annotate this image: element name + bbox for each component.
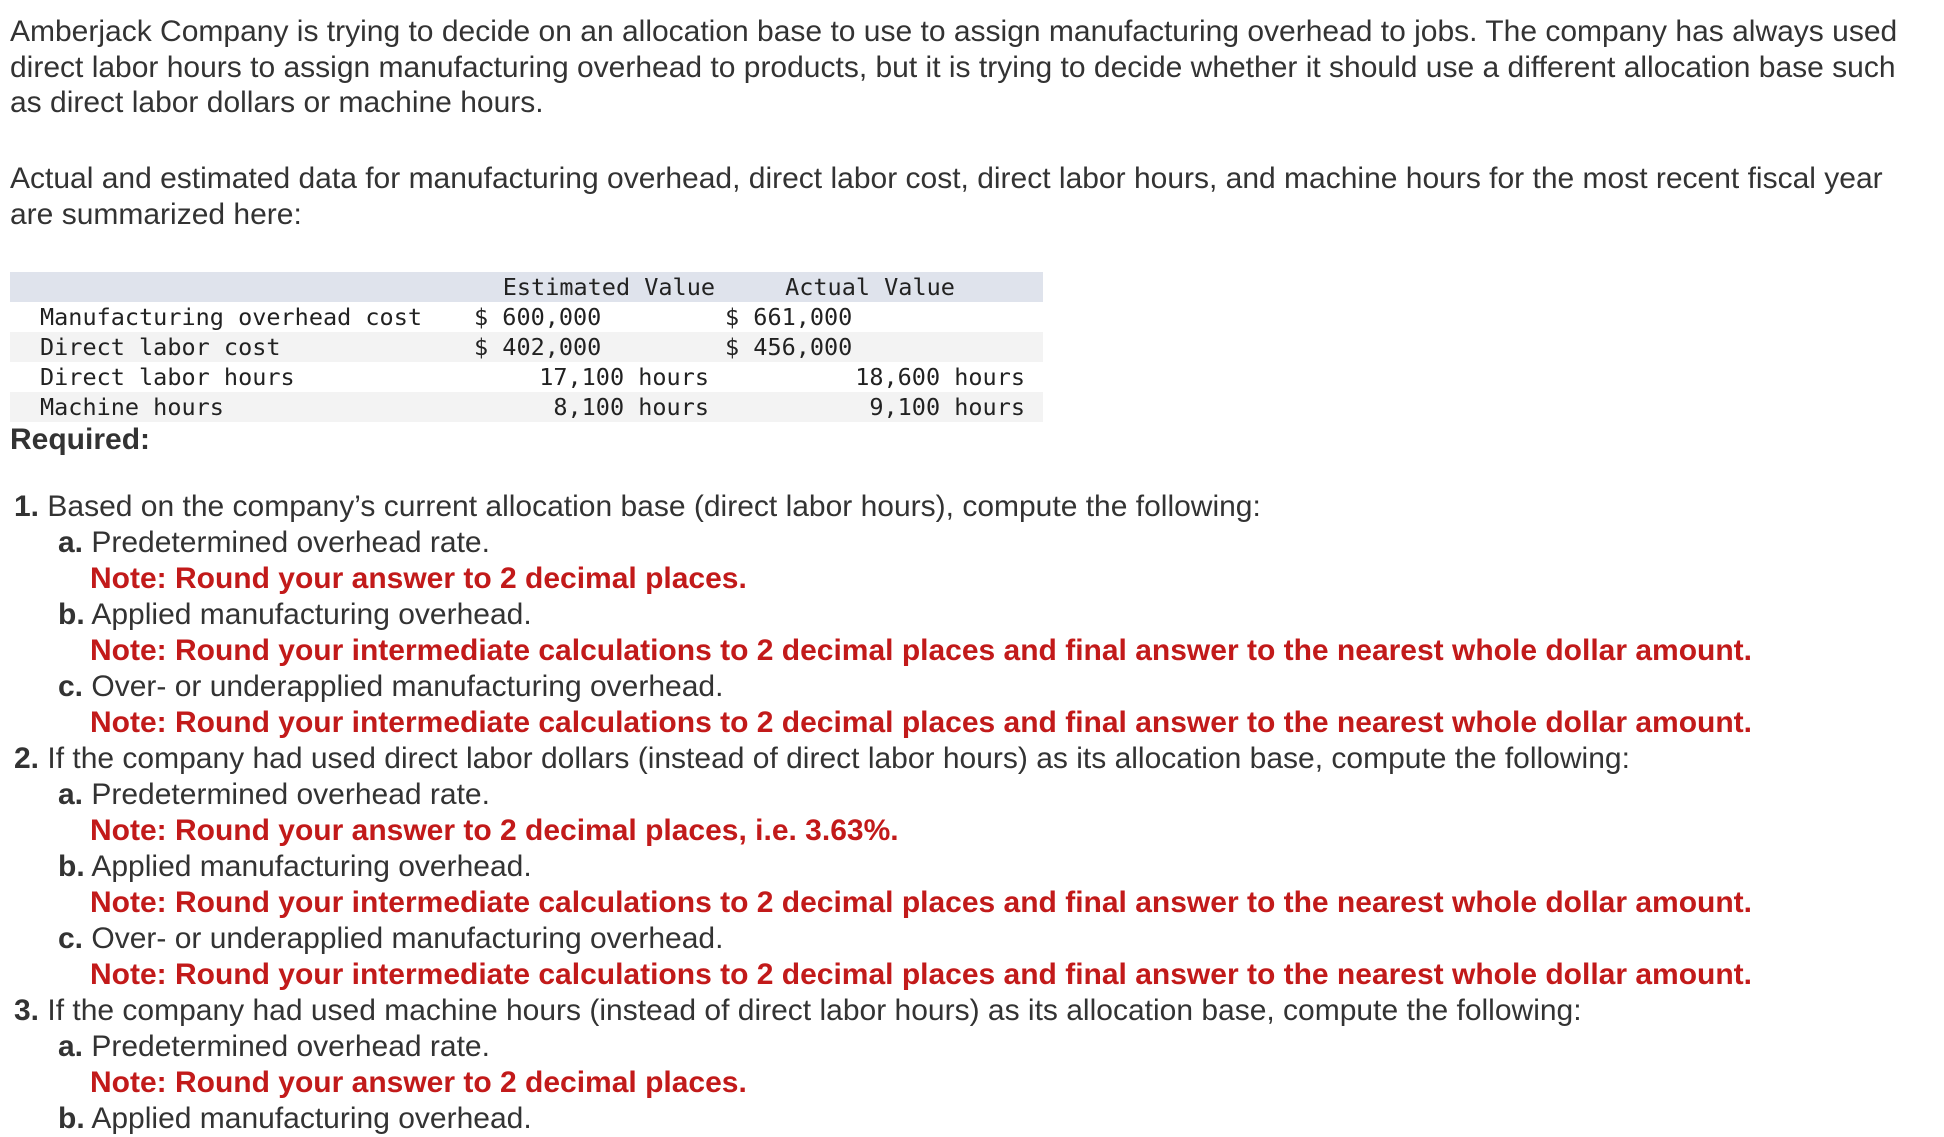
table-row bbox=[10, 392, 1043, 422]
question-number: 1. bbox=[14, 490, 40, 523]
table-row bbox=[10, 302, 1043, 332]
part-letter: c. bbox=[58, 670, 84, 703]
rounding-note: Note: Round your intermediate calculations to 2 decimal places and final answer to the nearest whole dollar amount. bbox=[90, 634, 1753, 667]
row-estimated: 17,100 hours bbox=[539, 363, 709, 391]
intro-paragraph-2: Actual and estimated data for manufacturing overhead, direct labor cost, direct labor hours, and machine hours for the most recent fiscal year are summarized here: bbox=[10, 162, 1883, 231]
part-letter: a. bbox=[58, 1030, 84, 1063]
row-estimated: $ 600,000 bbox=[474, 303, 602, 331]
part-text: Applied manufacturing overhead. bbox=[91, 850, 532, 883]
question-part bbox=[0, 921, 1930, 957]
rounding-note: Note: Round your intermediate calculations to 2 decimal places and final answer to the nearest whole dollar amount. bbox=[90, 886, 1753, 919]
overhead-data-table bbox=[10, 272, 1043, 422]
row-actual: $ 661,000 bbox=[725, 303, 853, 331]
question-2 bbox=[0, 741, 1930, 777]
rounding-note: Note: Round your intermediate calculations to 2 decimal places and final answer to the nearest whole dollar amount. bbox=[90, 958, 1753, 991]
table-header-actual: Actual Value bbox=[785, 273, 955, 301]
part-text: Predetermined overhead rate. bbox=[91, 526, 490, 559]
part-letter: b. bbox=[58, 850, 85, 883]
part-letter: a. bbox=[58, 526, 84, 559]
row-label: Direct labor cost bbox=[40, 333, 281, 361]
row-actual: 18,600 hours bbox=[855, 363, 1025, 391]
part-text: Over- or underapplied manufacturing overhead. bbox=[91, 670, 724, 703]
question-text: If the company had used direct labor dollars (instead of direct labor hours) as its allocation base, compute the following: bbox=[47, 742, 1630, 775]
table-row bbox=[10, 332, 1043, 362]
row-actual: 9,100 hours bbox=[869, 393, 1025, 421]
table-header-estimated: Estimated Value bbox=[502, 273, 715, 301]
row-actual: $ 456,000 bbox=[725, 333, 853, 361]
table-header-blank bbox=[10, 272, 474, 302]
table-header-row bbox=[10, 272, 1043, 302]
row-estimated: 8,100 hours bbox=[553, 393, 709, 421]
part-letter: c. bbox=[58, 922, 84, 955]
question-text: If the company had used machine hours (instead of direct labor hours) as its allocation base, compute the following: bbox=[47, 994, 1582, 1027]
part-text: Predetermined overhead rate. bbox=[91, 778, 490, 811]
question-part bbox=[0, 1029, 1930, 1065]
question-part bbox=[0, 525, 1930, 561]
question-number: 2. bbox=[14, 742, 40, 775]
question-part bbox=[0, 849, 1930, 885]
rounding-note: Note: Round your answer to 2 decimal places. bbox=[90, 562, 747, 595]
question-text: Based on the company’s current allocation base (direct labor hours), compute the following: bbox=[47, 490, 1261, 523]
part-letter: a. bbox=[58, 778, 84, 811]
part-text: Applied manufacturing overhead. bbox=[91, 1102, 532, 1135]
question-1 bbox=[0, 489, 1930, 525]
part-text: Applied manufacturing overhead. bbox=[91, 598, 532, 631]
question-list bbox=[0, 489, 1930, 1137]
question-part bbox=[0, 1101, 1930, 1137]
row-estimated: $ 402,000 bbox=[474, 333, 602, 361]
part-text: Predetermined overhead rate. bbox=[91, 1030, 490, 1063]
rounding-note: Note: Round your intermediate calculations to 2 decimal places and final answer to the nearest whole dollar amount. bbox=[90, 706, 1753, 739]
row-label: Direct labor hours bbox=[40, 363, 295, 391]
rounding-note: Note: Round your answer to 2 decimal places. bbox=[90, 1066, 747, 1099]
part-letter: b. bbox=[58, 1102, 85, 1135]
question-part bbox=[0, 777, 1930, 813]
table-row bbox=[10, 362, 1043, 392]
row-label: Manufacturing overhead cost bbox=[40, 303, 423, 331]
question-part bbox=[0, 669, 1930, 705]
required-heading: Required: bbox=[10, 423, 151, 456]
question-3 bbox=[0, 993, 1930, 1029]
part-text: Over- or underapplied manufacturing overhead. bbox=[91, 922, 724, 955]
question-number: 3. bbox=[14, 994, 40, 1027]
intro-paragraph-1: Amberjack Company is trying to decide on an allocation base to use to assign manufacturing overhead to jobs. The company has always used direct labor hours to assign manufacturing overhead to products, but it is trying to decide whether it should use a different allocation base such as direct labor dollars or machine hours. bbox=[10, 15, 1898, 119]
row-label: Machine hours bbox=[40, 393, 224, 421]
part-letter: b. bbox=[58, 598, 85, 631]
question-part bbox=[0, 597, 1930, 633]
rounding-note: Note: Round your answer to 2 decimal places, i.e. 3.63%. bbox=[90, 814, 899, 847]
